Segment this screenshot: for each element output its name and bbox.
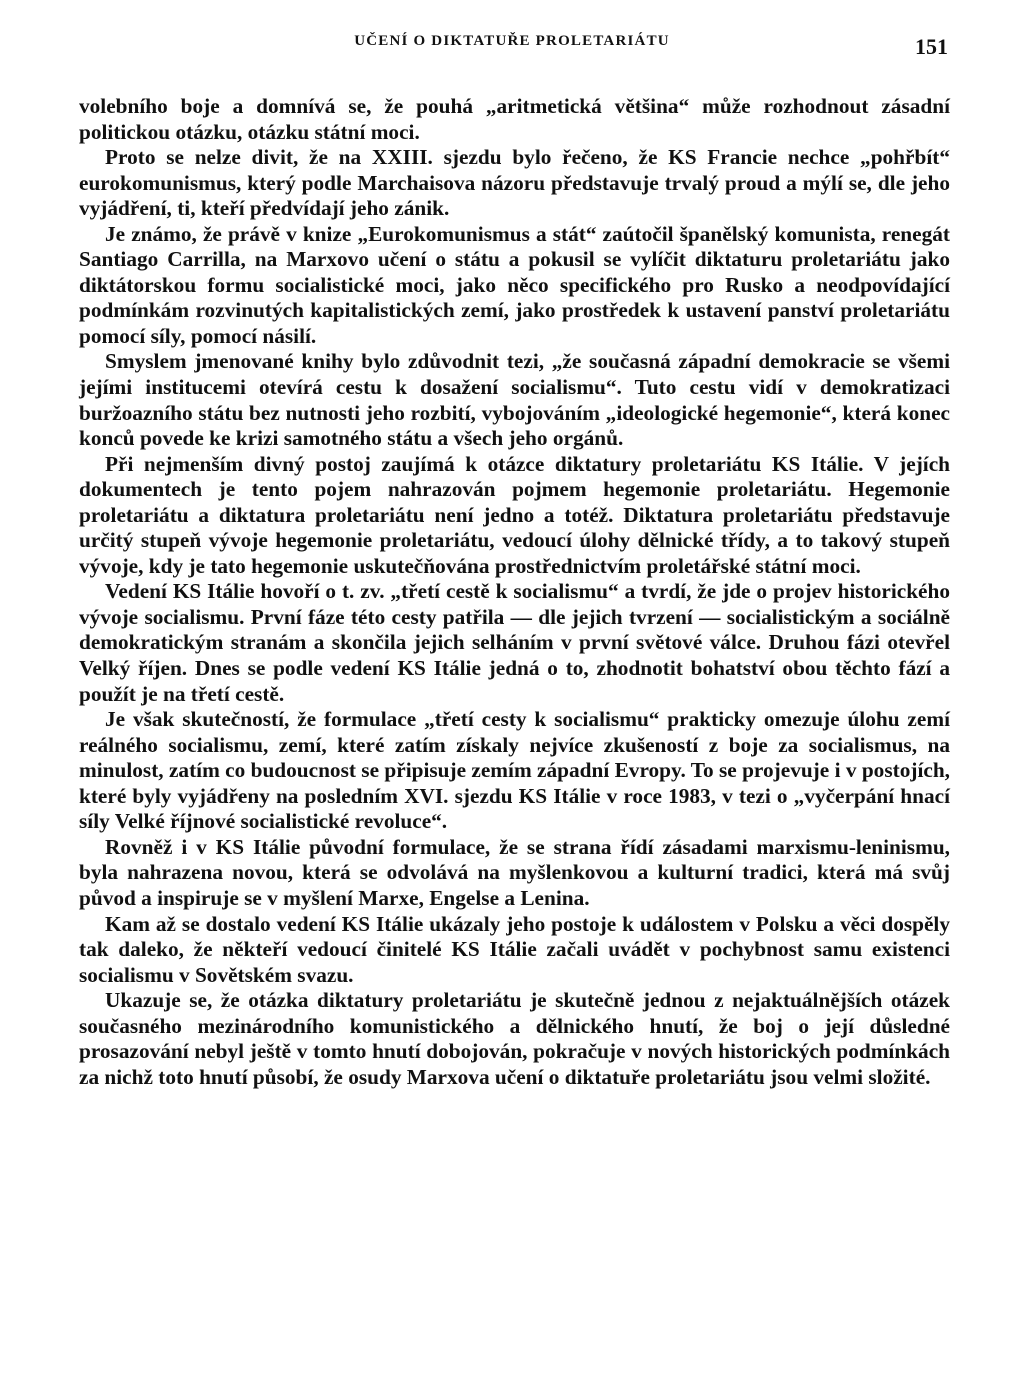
paragraph: volebního boje a domnívá se, že pouhá „aritmetická většina“ může rozhodnout zásadní politickou otázku, otázku státní moci.: [79, 94, 950, 144]
running-head: UČENÍ O DIKTATUŘE PROLETARIÁTU: [354, 33, 670, 49]
paragraph: Rovněž i v KS Itálie původní formulace, že se strana řídí zásadami marxismu-leninismu, byla nahrazena novou, která se odvolává na myšlenkovou a kulturní tradici, která má svůj původ a inspiruje se v myšlení Marxe, Engelse a Lenina.: [79, 834, 950, 910]
paragraph: Smyslem jmenované knihy bylo zdůvodnit tezi, „že současná západní demokracie se všemi jejími institucemi otevírá cestu k dosažení socialismu“. Tuto cestu vidí v demokratizaci buržoazního státu bez nutnosti jeho rozbití, vybojováním „ideologické hegemonie“, která konec konců povede ke krizi samotného státu a všech jeho orgánů.: [79, 349, 950, 451]
paragraph: Je však skutečností, že formulace „třetí cesty k socialismu“ prakticky omezuje úlohu zemí reálného socialismu, zemí, které zatím získaly nejvíce zkušeností z boje za socialismus, na minulost, zatím co budoucnost se připisuje zemím západní Evropy. To se projevuje i v postojích, které byly vyjádřeny na posledním XVI. sjezdu KS Itálie v roce 1983, v tezi o „vyčerpání hnací síly Velké říjnové socialistické revoluce“.: [79, 707, 950, 834]
paragraph: Při nejmenším divný postoj zaujímá k otázce diktatury proletariátu KS Itálie. V jejích dokumentech je tento pojem nahrazován pojmem hegemonie proletariátu. Hegemonie proletariátu a diktatura proletariátu není jedno a totéž. Diktatura proletariátu představuje určitý stupeň vývoje hegemonie proletariátu, vedoucí úlohy dělnické třídy, a to takový stupeň vývoje, kdy je tato hegemonie uskutečňována prostřednictvím proletářské státní moci.: [79, 451, 950, 578]
page-number: 151: [915, 34, 948, 59]
paragraph: Ukazuje se, že otázka diktatury proletariátu je skutečně jednou z nejaktuálnějších otázek současného mezinárodního komunistického a dělnického hnutí, že boj o její důsledné prosazování nebyl ještě v tomto hnutí dobojován, pokračuje v nových historických podmínkách za nichž toto hnutí působí, že osudy Marxova učení o diktatuře proletariátu jsou velmi složité.: [79, 988, 950, 1089]
body-text: [79, 94, 950, 1090]
paragraph: Vedení KS Itálie hovoří o t. zv. „třetí cestě k socialismu“ a tvrdí, že jde o projev historického vývoje socialismu. První fáze této cesty patřila — dle jejich tvrzení — socialistickým a sociálně demokratickým stranám a skončila jejich selháním v první světové válce. Druhou fázi otevřel Velký říjen. Dnes se podle vedení KS Itálie jedná o to, zhodnotit bohatství obou těchto fází a použít je na třetí cestě.: [79, 579, 950, 706]
paragraph: Je známo, že právě v knize „Eurokomunismus a stát“ zaútočil španělský komunista, renegát Santiago Carrilla, na Marxovo učení o státu a pokusil se vylíčit diktaturu proletariátu jako diktátorskou formu socialistické moci, jako něco specifického pro Rusko a neodpovídající podmínkám rozvinutých kapitalistických zemí, jako prostředek k ustavení panství proletariátu pomocí síly, pomocí násilí.: [79, 221, 950, 348]
paragraph: Kam až se dostalo vedení KS Itálie ukázaly jeho postoje k událostem v Polsku a věci dospěly tak daleko, že někteří vedoucí činitelé KS Itálie začali uvádět v pochybnost samu existenci socialismu v Sovětském svazu.: [79, 911, 950, 987]
paragraph: Proto se nelze divit, že na XXIII. sjezdu bylo řečeno, že KS Francie nechce „pohřbít“ eurokomunismus, který podle Marchaisova názoru představuje trvalý proud a mýlí se, dle jeho vyjádření, ti, kteří předvídají jeho zánik.: [79, 145, 950, 221]
